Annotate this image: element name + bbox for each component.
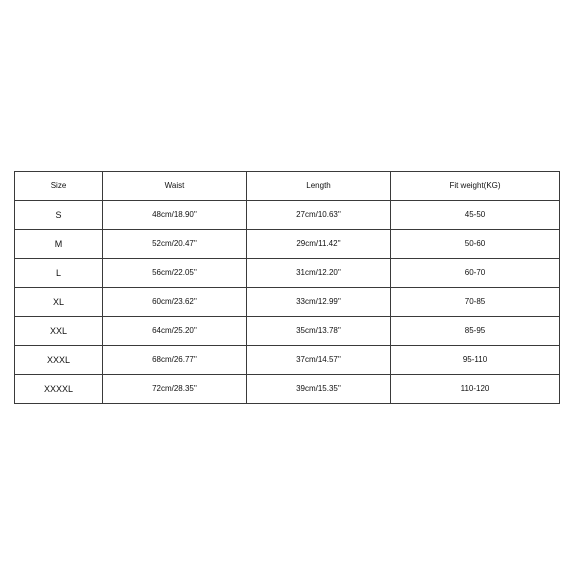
- table-row: [15, 230, 560, 259]
- length-cell: 33cm/12.99'': [247, 288, 391, 317]
- fit-weight-cell: 95-110: [391, 346, 560, 375]
- length-cell: 35cm/13.78'': [247, 317, 391, 346]
- fit-weight-cell: 50-60: [391, 230, 560, 259]
- waist-cell: 64cm/25.20'': [103, 317, 247, 346]
- header-size: Size: [15, 172, 103, 201]
- table-row: [15, 375, 560, 404]
- fit-weight-cell: 110-120: [391, 375, 560, 404]
- table-header-row: [15, 172, 560, 201]
- waist-cell: 60cm/23.62'': [103, 288, 247, 317]
- table-row: [15, 317, 560, 346]
- length-cell: 39cm/15.35'': [247, 375, 391, 404]
- waist-cell: 48cm/18.90'': [103, 201, 247, 230]
- header-fit-weight: Fit weight(KG): [391, 172, 560, 201]
- size-cell: XXXL: [15, 346, 103, 375]
- length-cell: 29cm/11.42'': [247, 230, 391, 259]
- size-cell: XXL: [15, 317, 103, 346]
- size-cell: XXXXL: [15, 375, 103, 404]
- fit-weight-cell: 45-50: [391, 201, 560, 230]
- table-row: [15, 346, 560, 375]
- fit-weight-cell: 85-95: [391, 317, 560, 346]
- length-cell: 37cm/14.57'': [247, 346, 391, 375]
- size-cell: S: [15, 201, 103, 230]
- table-row: [15, 288, 560, 317]
- waist-cell: 72cm/28.35'': [103, 375, 247, 404]
- size-chart-table: [14, 171, 560, 404]
- header-waist: Waist: [103, 172, 247, 201]
- length-cell: 31cm/12.20'': [247, 259, 391, 288]
- header-length: Length: [247, 172, 391, 201]
- waist-cell: 52cm/20.47'': [103, 230, 247, 259]
- table-row: [15, 259, 560, 288]
- length-cell: 27cm/10.63'': [247, 201, 391, 230]
- fit-weight-cell: 70-85: [391, 288, 560, 317]
- waist-cell: 56cm/22.05'': [103, 259, 247, 288]
- waist-cell: 68cm/26.77'': [103, 346, 247, 375]
- size-cell: L: [15, 259, 103, 288]
- size-cell: XL: [15, 288, 103, 317]
- fit-weight-cell: 60-70: [391, 259, 560, 288]
- size-cell: M: [15, 230, 103, 259]
- table-row: [15, 201, 560, 230]
